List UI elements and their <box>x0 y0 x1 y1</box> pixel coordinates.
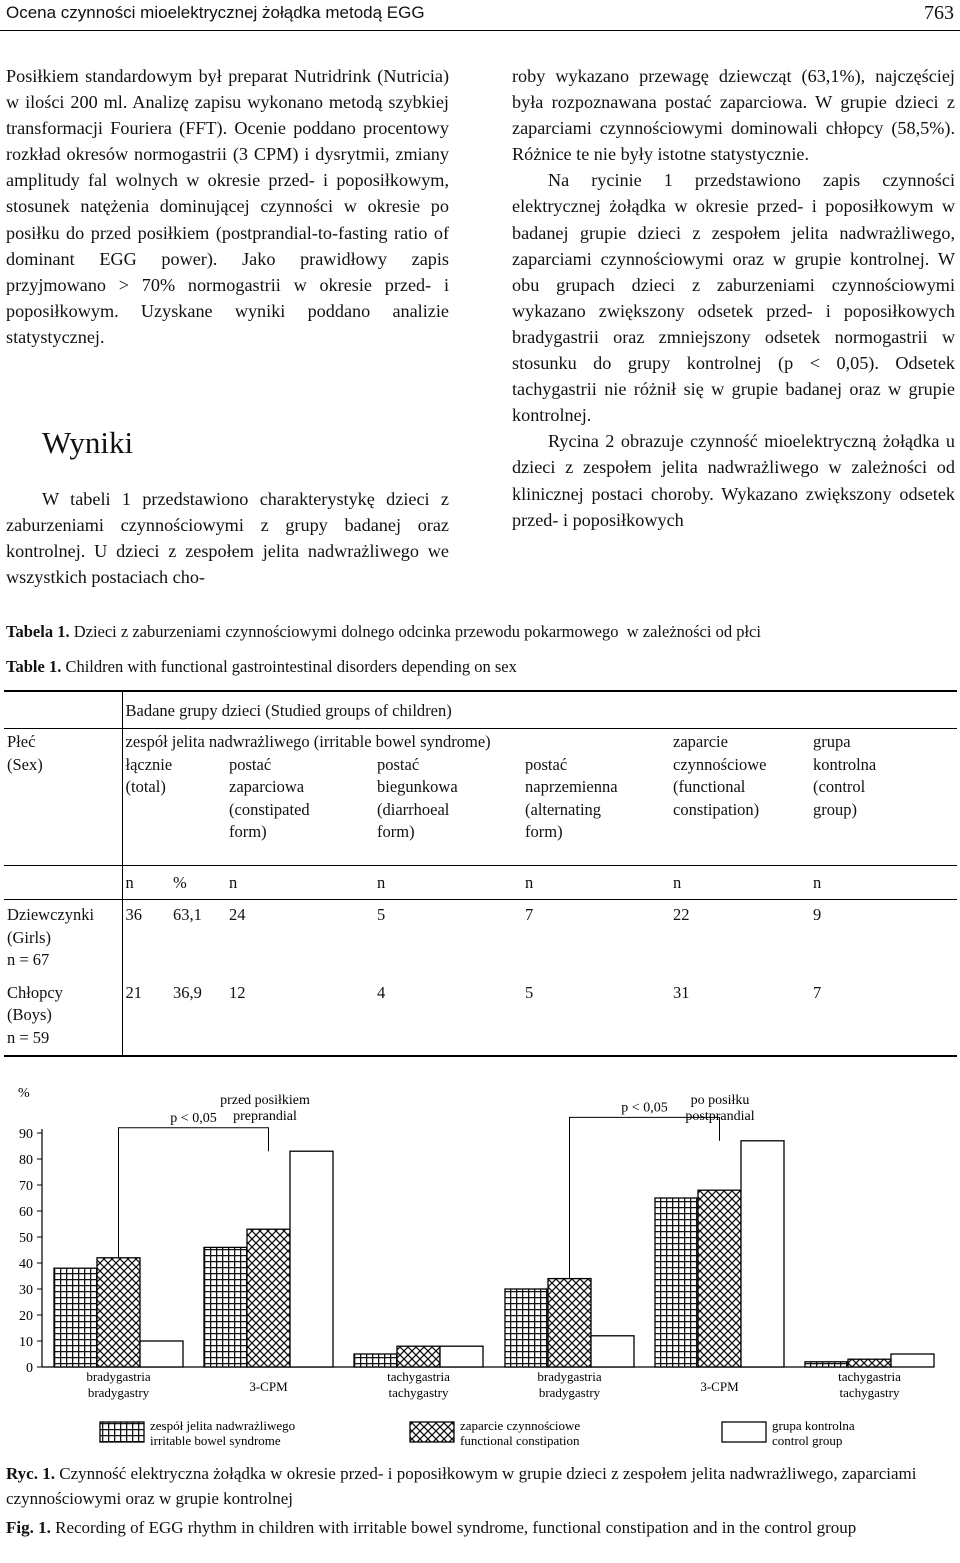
y-tick-label: 0 <box>26 1361 33 1376</box>
x-tick-label: tachygastria <box>838 1369 901 1384</box>
methods-paragraph <box>6 63 449 350</box>
x-tick-label: 3-CPM <box>700 1379 739 1394</box>
sub-alternating: postać naprzemienna (alternating form) <box>525 754 618 841</box>
significance-bracket <box>119 1128 269 1258</box>
bar-plain-5 <box>891 1354 934 1367</box>
p-value-label: p < 0,05 <box>621 1100 668 1116</box>
y-tick-label: 90 <box>19 1127 33 1142</box>
y-tick-label: 30 <box>19 1283 33 1298</box>
panel-label-pl: po posiłku <box>690 1093 750 1108</box>
bar-plain-1 <box>290 1151 333 1367</box>
table-caption-pl-label: Tabela 1. <box>6 622 70 641</box>
x-tick-label: bradygastria <box>537 1369 602 1384</box>
legend-label-en: control group <box>772 1433 843 1448</box>
bar-grid-5 <box>805 1362 848 1367</box>
bar-grid-2 <box>354 1354 397 1367</box>
y-tick-label: 60 <box>19 1205 33 1220</box>
table-caption-en-text: Children with functional gastrointestinal disorders depending on sex <box>65 657 517 676</box>
sub-total: łącznie (total) <box>125 754 173 796</box>
bar-plain-0 <box>140 1341 183 1367</box>
figure2-description: Rycina 2 obrazuje czynność mioelektryczną żołądka u dzieci z zespołem jelita nadwrażliwego w zależności od klinicznej postaci choroby. Wykazano zwiększony odsetek przed- i poposiłkowych <box>512 431 955 530</box>
bar-cross-3 <box>548 1279 591 1367</box>
bar-cross-0 <box>97 1258 140 1367</box>
figure-caption-pl-text: Czynność elektryczna żołądka w okresie przed- i poposiłkowym w grupie dzieci z zespołem jelita nadwrażliwego, zaparciami czynnościowymi oraz w grupie kontrolnej <box>6 1464 917 1508</box>
x-tick-label-en: tachygastry <box>388 1385 449 1400</box>
table-caption-en-label: Table 1. <box>6 657 62 676</box>
p-value-label: p < 0,05 <box>170 1110 217 1126</box>
table-row: Dziewczynki (Girls) n = 67 36 63,1 24 5 7 22 9 <box>4 900 957 978</box>
figure-caption-en <box>6 1515 954 1540</box>
bar-grid-4 <box>655 1198 698 1367</box>
sub-constipated: postać zaparciowa (constipated form) <box>229 754 310 841</box>
x-tick-label: tachygastria <box>387 1369 450 1384</box>
fc-header: zaparcie czynnościowe (functional constipation) <box>673 732 767 819</box>
bar-plain-3 <box>591 1336 634 1367</box>
results-text-continued: roby wykazano przewagę dziewcząt (63,1%), najczęściej była rozpoznawana postać zaparciowa. W grupie dzieci z zaparciami czynnościowymi dominowali chłopcy (58,5%). Różnice te nie były istotne statystycznie. <box>512 66 955 165</box>
legend-label-pl: zaparcie czynnościowe <box>460 1418 581 1433</box>
bar-cross-2 <box>397 1346 440 1367</box>
table-row: Chłopcy (Boys) n = 59 21 36,9 12 4 5 31 7 <box>4 978 957 1056</box>
bar-plain-4 <box>741 1141 784 1367</box>
y-tick-label: 10 <box>19 1335 33 1350</box>
legend-swatch-cross <box>410 1422 454 1442</box>
x-tick-label-en: bradygastry <box>538 1385 601 1400</box>
figure-caption-pl-label: Ryc. 1. <box>6 1464 55 1483</box>
ibs-header: zespół jelita nadwrażliwego (irritable bowel syndrome) <box>125 732 491 751</box>
legend-label-en: functional constipation <box>460 1433 580 1448</box>
page-number: 763 <box>924 2 954 24</box>
running-header <box>0 0 960 31</box>
control-header: grupa kontrolna (control group) <box>813 732 877 819</box>
x-tick-label-en: bradygastry <box>87 1385 150 1400</box>
panel-label-en: postprandial <box>685 1109 755 1124</box>
running-title: Ocena czynności mioelektrycznej żołądka metodą EGG <box>6 3 425 22</box>
egg-rhythm-chart <box>0 1075 960 1455</box>
results-text: W tabeli 1 przedstawiono charakterystykę dzieci z zaburzeniami czynnościowymi z grupy badanej oraz kontrolnej. U dzieci z zespołem jelita nadwrażliwego we wszystkich postaciach cho- <box>6 489 449 588</box>
legend-label-en: irritable bowel syndrome <box>150 1433 281 1448</box>
table-caption-en <box>6 657 517 677</box>
y-tick-label: 40 <box>19 1257 33 1272</box>
panel-label-en: preprandial <box>233 1109 297 1124</box>
bar-grid-3 <box>505 1289 548 1367</box>
group-header: Badane grupy dzieci (Studied groups of children) <box>125 701 452 720</box>
bar-cross-1 <box>247 1229 290 1367</box>
x-tick-label-en: tachygastry <box>839 1385 900 1400</box>
bar-grid-1 <box>204 1247 247 1367</box>
bar-grid-0 <box>54 1268 97 1367</box>
methods-text: Posiłkiem standardowym był preparat Nutridrink (Nutricia) w ilości 200 ml. Analizę zapisu wykonano metodą szybkiej transformacji Fouriera (FFT). Ocenie poddano procentowy rozkład okresów normogastrii (3 CPM) i dysrytmii, zmiany amplitudy fal wolnych w okresie przed- i poposiłkowym, stosunek natężenia dominującej czynności w okresie po posiłku do przed posiłkiem (postprandial-to-fasting ratio of dominant EGG power). Jako prawidłowy zapis przyjmowano > 70% normogastrii w okresie przed- i poposiłkowym. Uzyskane wyniki poddano analizie statystycznej. <box>6 66 449 347</box>
bar-cross-5 <box>848 1359 891 1367</box>
units-row: n % n n n n n <box>4 866 957 900</box>
legend-label-pl: zespół jelita nadwrażliwego <box>150 1418 296 1433</box>
figure-caption-en-label: Fig. 1. <box>6 1518 51 1537</box>
results-column-2 <box>512 63 955 533</box>
sub-diarrhoeal: postać biegunkowa (diarrhoeal form) <box>377 754 458 841</box>
bar-cross-4 <box>698 1190 741 1367</box>
figure1-description: Na rycinie 1 przedstawiono zapis czynności elektrycznej żołądka w okresie przed- i poposiłkowym w badanej grupie dzieci z zespołem jelita nadwrażliwego, zaparciami czynnościowymi oraz w grupie kontrolnej. W obu grupach dzieci z zaburzeniami czynnościowymi wykazano zwiększony odsetek przed- i poposiłkowych bradygastrii oraz zmniejszony odsetek normogastrii w stosunku do grupy kontrolnej (p < 0,05). Odsetek tachygastrii nie różnił się w grupie badanej oraz w grupie kontrolnej. <box>512 170 955 426</box>
legend-swatch-grid <box>100 1422 144 1442</box>
y-tick-label: 70 <box>19 1179 33 1194</box>
x-tick-label: bradygastria <box>86 1369 151 1384</box>
legend-swatch-plain <box>722 1422 766 1442</box>
table-sex-distribution <box>4 690 957 1057</box>
figure-caption-pl <box>6 1461 954 1511</box>
y-tick-label: 20 <box>19 1309 33 1324</box>
sex-header: Płeć (Sex) <box>4 729 122 866</box>
legend-label-pl: grupa kontrolna <box>772 1418 855 1433</box>
table-caption-pl-text: Dzieci z zaburzeniami czynnościowymi dolnego odcinka przewodu pokarmowego w zależności od płci <box>73 622 761 641</box>
panel-label-pl: przed posiłkiem <box>220 1093 310 1108</box>
table-caption-pl <box>6 622 761 642</box>
y-axis-label: % <box>18 1086 30 1101</box>
bar-plain-2 <box>440 1346 483 1367</box>
figure-caption-en-text: Recording of EGG rhythm in children with irritable bowel syndrome, functional constipation and in the control group <box>55 1518 857 1537</box>
results-paragraph <box>6 486 449 590</box>
section-heading-results: Wyniki <box>42 425 134 460</box>
y-tick-label: 80 <box>19 1153 33 1168</box>
x-tick-label: 3-CPM <box>249 1379 288 1394</box>
y-tick-label: 50 <box>19 1231 33 1246</box>
